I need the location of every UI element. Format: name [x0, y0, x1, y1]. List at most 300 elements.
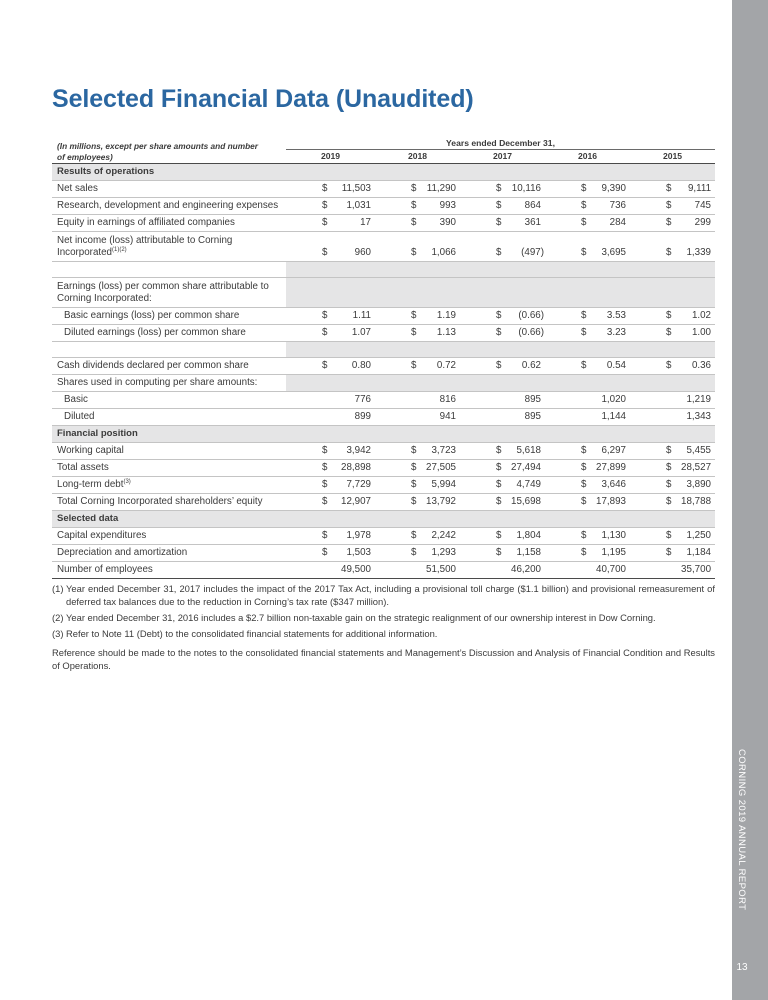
- currency-symbol: $: [496, 247, 502, 258]
- amount: 9,390: [601, 183, 626, 194]
- table-header: [52, 138, 715, 164]
- value-2015: [630, 308, 715, 325]
- amount: 1,250: [686, 530, 712, 541]
- amount: 1.13: [436, 327, 456, 338]
- amount: 17: [360, 217, 371, 228]
- value-2019: [286, 181, 375, 198]
- value-wrap: [460, 247, 545, 261]
- value-2018: [375, 477, 460, 494]
- footnote-marker: (3): [52, 628, 64, 639]
- currency-symbol: $: [666, 310, 672, 321]
- row-label: [52, 232, 286, 262]
- currency-symbol: $: [411, 310, 417, 321]
- amount: 941: [439, 411, 456, 422]
- selected-financial-data-table: [52, 138, 715, 579]
- row-label-line: [57, 198, 286, 214]
- value-2018: [375, 181, 460, 198]
- currency-symbol: $: [666, 479, 672, 490]
- row-label-text: Number of employees: [57, 564, 153, 575]
- empty-value-cell: [375, 278, 460, 308]
- table-row: [52, 392, 715, 409]
- header-row: [52, 138, 715, 150]
- value-2019: [286, 358, 375, 375]
- value-wrap: [286, 443, 375, 459]
- currency-symbol: $: [496, 183, 502, 194]
- value-2017: [460, 409, 545, 426]
- amount: 17,893: [596, 496, 626, 507]
- table-row: [52, 232, 715, 262]
- row-label-line: [57, 235, 286, 247]
- row-label-line: [64, 308, 286, 324]
- currency-symbol: $: [496, 310, 502, 321]
- spacer-label-cell: [52, 342, 286, 358]
- value-wrap: [460, 494, 545, 510]
- amount: 736: [609, 200, 626, 211]
- section-heading: Results of operations: [52, 164, 715, 181]
- value-2017: [460, 198, 545, 215]
- value-2016: [545, 198, 630, 215]
- row-label-line: [57, 358, 286, 374]
- currency-symbol: $: [581, 547, 587, 558]
- value-wrap: [460, 358, 545, 374]
- amount: 1,195: [601, 547, 626, 558]
- spacer-value-cell: [460, 262, 545, 278]
- currency-symbol: $: [411, 547, 417, 558]
- amount: 27,899: [596, 462, 626, 473]
- amount: (0.66): [518, 310, 544, 321]
- amount: 1,130: [601, 530, 626, 541]
- footnote: [52, 611, 715, 624]
- value-wrap: [545, 198, 630, 214]
- currency-symbol: $: [581, 327, 587, 338]
- currency-symbol: $: [666, 327, 672, 338]
- amount: 3,646: [601, 479, 626, 490]
- value-2017: [460, 358, 545, 375]
- year-header: 2018: [375, 150, 460, 164]
- value-wrap: [375, 562, 460, 578]
- currency-symbol: $: [496, 327, 502, 338]
- value-2017: [460, 460, 545, 477]
- table-row: [52, 562, 715, 579]
- amount: 0.62: [521, 360, 541, 371]
- page-number: 13: [736, 962, 748, 973]
- currency-symbol: $: [581, 462, 587, 473]
- amount: 10,116: [511, 183, 541, 194]
- row-label: [52, 181, 286, 198]
- amount: 9,111: [687, 183, 712, 194]
- value-wrap: [375, 325, 460, 341]
- value-wrap: [630, 409, 715, 425]
- footnote-reference: (3): [123, 479, 131, 485]
- value-wrap: [545, 325, 630, 341]
- value-2016: [545, 460, 630, 477]
- value-2017: [460, 528, 545, 545]
- value-wrap: [630, 460, 715, 476]
- value-2018: [375, 358, 460, 375]
- value-2018: [375, 325, 460, 342]
- currency-symbol: $: [496, 200, 502, 211]
- value-wrap: [375, 528, 460, 544]
- value-wrap: [375, 443, 460, 459]
- currency-symbol: $: [581, 183, 587, 194]
- row-label-line: [57, 528, 286, 544]
- amount: 1.07: [351, 327, 371, 338]
- row-label-text: Total Corning Incorporated shareholders’ equity: [57, 496, 263, 507]
- row-label-text: Capital expenditures: [57, 530, 147, 541]
- value-wrap: [630, 247, 715, 261]
- amount: 3.53: [606, 310, 626, 321]
- row-label-text: Net income (loss) attributable to Corning: [57, 235, 233, 246]
- value-2018: [375, 198, 460, 215]
- currency-symbol: $: [666, 496, 672, 507]
- amount: 3,723: [431, 445, 456, 456]
- row-label: [52, 375, 286, 392]
- value-2019: [286, 325, 375, 342]
- empty-value-cell: [545, 375, 630, 392]
- currency-symbol: $: [411, 479, 417, 490]
- amount: 15,698: [511, 496, 541, 507]
- currency-symbol: $: [411, 183, 417, 194]
- currency-symbol: $: [322, 547, 328, 558]
- value-2019: [286, 232, 375, 262]
- amount: 776: [354, 394, 371, 405]
- value-2019: [286, 460, 375, 477]
- value-2015: [630, 443, 715, 460]
- amount: 895: [524, 411, 541, 422]
- value-2019: [286, 198, 375, 215]
- table-row: [52, 409, 715, 426]
- amount: (497): [521, 247, 544, 258]
- currency-symbol: $: [496, 445, 502, 456]
- value-wrap: [545, 308, 630, 324]
- amount: 1,978: [346, 530, 371, 541]
- currency-symbol: $: [666, 462, 672, 473]
- value-2019: [286, 215, 375, 232]
- currency-symbol: $: [496, 547, 502, 558]
- footnote-reference: (1)(2): [112, 247, 127, 253]
- value-wrap: [375, 181, 460, 197]
- value-wrap: [460, 545, 545, 561]
- year-header: 2019: [286, 150, 375, 164]
- value-2018: [375, 562, 460, 579]
- row-label-line: [57, 375, 286, 391]
- currency-symbol: $: [322, 183, 328, 194]
- value-wrap: [460, 562, 545, 578]
- table-row: [52, 460, 715, 477]
- row-label-line: [57, 443, 286, 459]
- amount: 11,503: [341, 183, 371, 194]
- section-heading: Selected data: [52, 511, 715, 528]
- value-wrap: [286, 392, 375, 408]
- footnote-marker: (2): [52, 612, 64, 623]
- table-row: [52, 325, 715, 342]
- amount: (0.66): [518, 327, 544, 338]
- currency-symbol: $: [411, 360, 417, 371]
- value-2015: [630, 325, 715, 342]
- footnotes: [52, 582, 715, 640]
- row-label: [52, 215, 286, 232]
- value-wrap: [545, 247, 630, 261]
- value-wrap: [460, 308, 545, 324]
- value-2016: [545, 232, 630, 262]
- amount: 28,898: [341, 462, 371, 473]
- value-2017: [460, 545, 545, 562]
- row-label-line: [64, 409, 286, 425]
- row-label: [52, 409, 286, 426]
- value-2015: [630, 477, 715, 494]
- row-label: [52, 477, 286, 494]
- value-wrap: [630, 477, 715, 493]
- currency-symbol: $: [496, 479, 502, 490]
- currency-symbol: $: [666, 247, 672, 258]
- amount: 1,031: [346, 200, 371, 211]
- value-wrap: [286, 325, 375, 341]
- value-wrap: [286, 528, 375, 544]
- footnote-text: Year ended December 31, 2017 includes the impact of the 2017 Tax Act, including a provisional toll charge ($1.1 billion) and provisional remeasurement of deferred tax balances due to the reduction in Corning’s tax rate ($347 million).: [66, 583, 715, 607]
- value-2019: [286, 528, 375, 545]
- currency-symbol: $: [666, 445, 672, 456]
- row-label-line: [57, 181, 286, 197]
- value-wrap: [545, 215, 630, 231]
- amount: 1,339: [686, 247, 712, 258]
- row-label: [52, 460, 286, 477]
- value-wrap: [460, 392, 545, 408]
- currency-symbol: $: [666, 183, 672, 194]
- currency-symbol: $: [322, 247, 328, 258]
- footnote: [52, 582, 715, 608]
- amount: 1,020: [601, 394, 626, 405]
- row-label-text: Basic earnings (loss) per common share: [64, 310, 240, 321]
- row-label: [52, 562, 286, 579]
- value-2018: [375, 545, 460, 562]
- spacer-value-cell: [460, 342, 545, 358]
- period-heading: Years ended December 31,: [286, 138, 715, 150]
- currency-symbol: $: [411, 530, 417, 541]
- value-wrap: [286, 409, 375, 425]
- units-note-line: of employees): [57, 151, 113, 162]
- value-wrap: [545, 443, 630, 459]
- amount: 2,242: [431, 530, 456, 541]
- amount: 1.02: [691, 310, 712, 321]
- value-2019: [286, 545, 375, 562]
- currency-symbol: $: [322, 327, 328, 338]
- amount: 6,297: [601, 445, 626, 456]
- spacer-value-cell: [545, 262, 630, 278]
- currency-symbol: $: [666, 200, 672, 211]
- value-2018: [375, 460, 460, 477]
- row-label-line: [57, 281, 286, 293]
- value-2015: [630, 562, 715, 579]
- value-wrap: [286, 477, 375, 493]
- row-label: [52, 392, 286, 409]
- row-label-line: [57, 562, 286, 578]
- value-wrap: [545, 392, 630, 408]
- value-wrap: [286, 247, 375, 261]
- currency-symbol: $: [581, 200, 587, 211]
- amount: 1,804: [516, 530, 541, 541]
- amount: 49,500: [341, 564, 371, 575]
- row-label-line: [64, 325, 286, 341]
- value-wrap: [545, 358, 630, 374]
- section-row: [52, 511, 715, 528]
- currency-symbol: $: [322, 360, 328, 371]
- amount: 1,066: [431, 247, 456, 258]
- amount: 299: [694, 217, 712, 228]
- value-2018: [375, 308, 460, 325]
- currency-symbol: $: [666, 547, 672, 558]
- units-note-line: (In millions, except per share amounts and number: [57, 141, 259, 151]
- value-2017: [460, 562, 545, 579]
- amount: 745: [694, 200, 712, 211]
- value-wrap: [286, 460, 375, 476]
- currency-symbol: $: [411, 247, 417, 258]
- amount: 27,494: [511, 462, 541, 473]
- amount: 361: [524, 217, 541, 228]
- value-wrap: [460, 409, 545, 425]
- value-wrap: [460, 528, 545, 544]
- value-wrap: [630, 215, 715, 231]
- year-header: 2016: [545, 150, 630, 164]
- table-row: [52, 215, 715, 232]
- empty-value-cell: [375, 375, 460, 392]
- row-label-text: Cash dividends declared per common share: [57, 360, 249, 371]
- page-title: Selected Financial Data (Unaudited): [52, 85, 474, 113]
- currency-symbol: $: [581, 247, 587, 258]
- value-2018: [375, 215, 460, 232]
- amount: 1,184: [686, 547, 712, 558]
- currency-symbol: $: [411, 496, 417, 507]
- amount: 0.36: [691, 360, 712, 371]
- value-wrap: [286, 358, 375, 374]
- value-2016: [545, 181, 630, 198]
- row-label: [52, 198, 286, 215]
- value-wrap: [286, 308, 375, 324]
- amount: 5,455: [686, 445, 712, 456]
- value-wrap: [375, 392, 460, 408]
- table-row: [52, 308, 715, 325]
- row-label-text: Shares used in computing per share amounts:: [57, 377, 258, 388]
- value-wrap: [375, 198, 460, 214]
- value-wrap: [545, 460, 630, 476]
- empty-value-cell: [545, 278, 630, 308]
- currency-symbol: $: [322, 217, 328, 228]
- row-label-line: [57, 477, 286, 493]
- value-wrap: [630, 545, 715, 561]
- currency-symbol: $: [322, 530, 328, 541]
- row-label: [52, 308, 286, 325]
- value-wrap: [375, 215, 460, 231]
- value-wrap: [460, 215, 545, 231]
- row-label-line: [57, 460, 286, 476]
- value-2016: [545, 562, 630, 579]
- footnote-text: Year ended December 31, 2016 includes a $2.7 billion non-taxable gain on the strategic realignment of our ownership interest in Dow Corning.: [66, 612, 656, 623]
- amount: 3,695: [601, 247, 626, 258]
- value-wrap: [630, 308, 715, 324]
- value-2017: [460, 308, 545, 325]
- row-label-text: Net sales: [57, 183, 98, 194]
- currency-symbol: $: [322, 445, 328, 456]
- value-wrap: [630, 325, 715, 341]
- value-wrap: [460, 477, 545, 493]
- row-label-line: [57, 545, 286, 561]
- page-content: [52, 138, 715, 672]
- table-row: [52, 528, 715, 545]
- currency-symbol: $: [496, 530, 502, 541]
- value-wrap: [460, 198, 545, 214]
- value-2017: [460, 181, 545, 198]
- amount: 27,505: [426, 462, 456, 473]
- currency-symbol: $: [322, 310, 328, 321]
- amount: 13,792: [426, 496, 456, 507]
- currency-symbol: $: [496, 496, 502, 507]
- currency-symbol: $: [581, 360, 587, 371]
- amount: 1,219: [686, 394, 712, 405]
- row-label-text: Equity in earnings of affiliated companies: [57, 217, 235, 228]
- empty-value-cell: [630, 278, 715, 308]
- row-label-text: Total assets: [57, 462, 109, 473]
- amount: 284: [609, 217, 626, 228]
- value-2015: [630, 494, 715, 511]
- amount: 0.80: [351, 360, 371, 371]
- amount: 1,343: [686, 411, 712, 422]
- row-label-text: Depreciation and amortization: [57, 547, 188, 558]
- value-wrap: [545, 409, 630, 425]
- running-footer-label: CORNING 2019 ANNUAL REPORT: [736, 749, 747, 911]
- value-2017: [460, 494, 545, 511]
- currency-symbol: $: [322, 200, 328, 211]
- value-2015: [630, 215, 715, 232]
- amount: 1,158: [516, 547, 541, 558]
- value-wrap: [545, 477, 630, 493]
- currency-symbol: $: [581, 496, 587, 507]
- value-wrap: [630, 494, 715, 510]
- currency-symbol: $: [411, 445, 417, 456]
- row-label: [52, 278, 286, 308]
- row-label-text: Earnings (loss) per common share attributable to: [57, 281, 269, 292]
- currency-symbol: $: [581, 217, 587, 228]
- amount: 11,290: [426, 183, 456, 194]
- currency-symbol: $: [581, 310, 587, 321]
- value-2018: [375, 443, 460, 460]
- row-label-line: [57, 494, 286, 510]
- table-row: [52, 545, 715, 562]
- value-wrap: [375, 494, 460, 510]
- row-label: [52, 358, 286, 375]
- value-wrap: [545, 545, 630, 561]
- currency-symbol: $: [496, 462, 502, 473]
- amount: 18,788: [681, 496, 712, 507]
- row-label-text: Long-term debt: [57, 479, 124, 490]
- spacer-value-cell: [630, 342, 715, 358]
- amount: 28,527: [681, 462, 712, 473]
- value-wrap: [630, 181, 715, 197]
- value-2018: [375, 528, 460, 545]
- units-note: [52, 138, 286, 164]
- value-wrap: [286, 181, 375, 197]
- currency-symbol: $: [666, 360, 672, 371]
- value-wrap: [375, 545, 460, 561]
- value-2018: [375, 494, 460, 511]
- amount: 960: [354, 247, 371, 258]
- value-wrap: [460, 443, 545, 459]
- value-2017: [460, 215, 545, 232]
- amount: 3,890: [686, 479, 712, 490]
- currency-symbol: $: [666, 530, 672, 541]
- value-wrap: [286, 545, 375, 561]
- value-wrap: [460, 460, 545, 476]
- amount: 899: [354, 411, 371, 422]
- amount: 0.72: [436, 360, 456, 371]
